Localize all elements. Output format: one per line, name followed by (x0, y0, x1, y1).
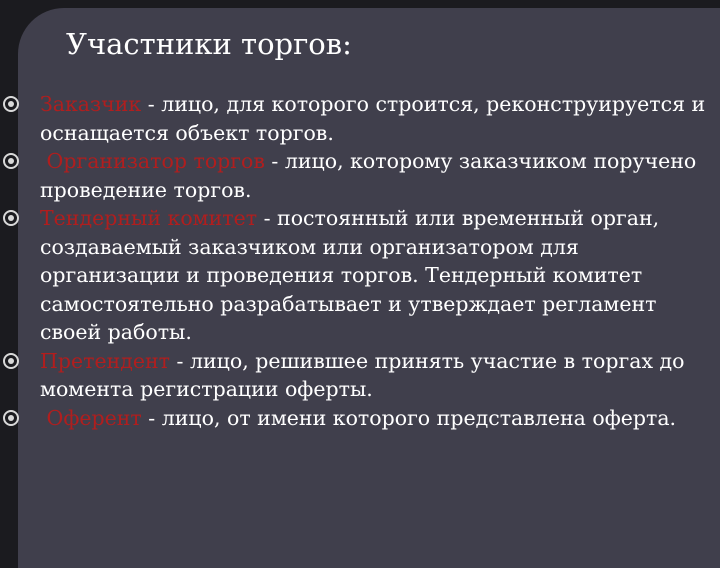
list-item (0, 90, 720, 147)
target-bullet-icon (3, 210, 19, 226)
definition: - лицо, для которого строится, реконструируется и оснащается объект торгов. (40, 92, 706, 145)
definition: - постоянный или временный орган, создаваемый заказчиком или организатором для организации и проведения торгов. Тендерный комитет самостоятельно разрабатывает и утверждает регламент своей работы. (40, 206, 660, 344)
target-bullet-icon (3, 153, 19, 169)
definition: - лицо, решившее принять участие в торгах до момента регистрации оферты. (40, 348, 685, 401)
definition: - лицо, от имени которого представлена оферта. (141, 405, 677, 430)
slide-title: Участники торгов: (66, 27, 352, 61)
target-bullet-icon (3, 410, 19, 426)
target-bullet-icon (3, 96, 19, 112)
list-item (0, 147, 720, 204)
term: Оферент (46, 405, 142, 430)
list-item (0, 204, 720, 347)
term: Организатор торгов (46, 149, 265, 173)
participants-list (0, 90, 720, 432)
list-item (0, 404, 720, 433)
definition: - лицо, которому заказчиком поручено проведение торгов. (40, 149, 697, 202)
term: Претендент (40, 348, 171, 373)
target-bullet-icon (3, 353, 19, 369)
list-item (0, 347, 720, 404)
term: Заказчик (40, 92, 142, 116)
term: Тендерный комитет (40, 206, 258, 230)
